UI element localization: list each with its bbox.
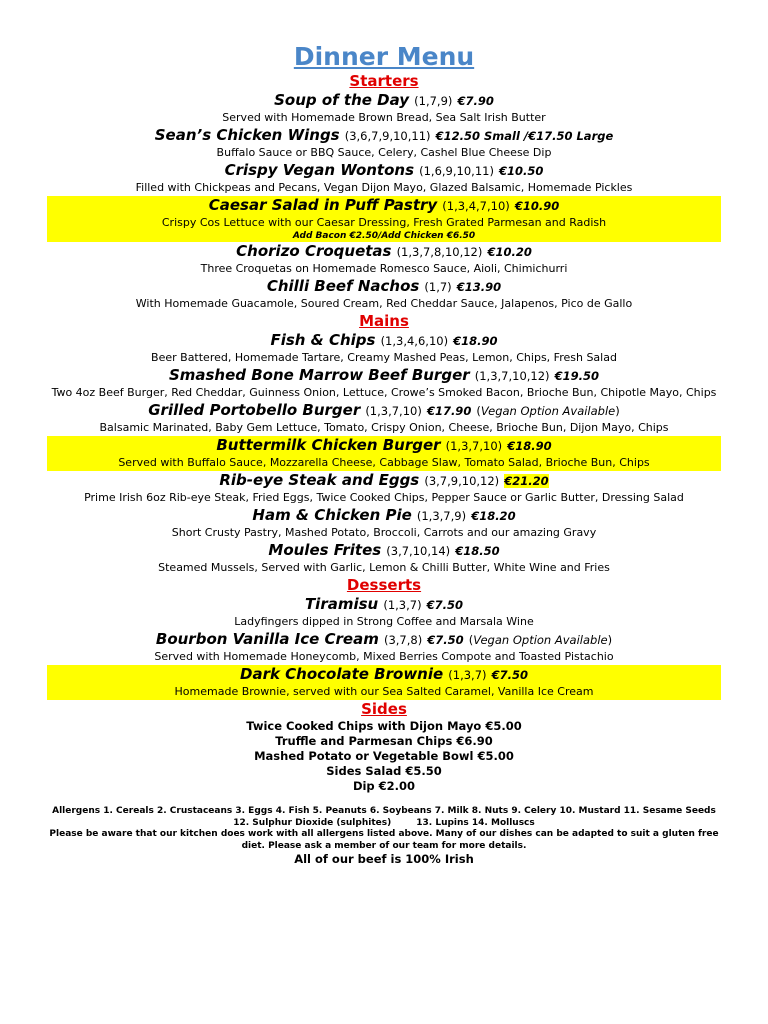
- item-name: Dark Chocolate Brownie: [240, 665, 444, 683]
- item-name: Grilled Portobello Burger: [148, 401, 361, 419]
- menu-item: [0, 541, 768, 576]
- item-name: Fish & Chips: [270, 331, 376, 349]
- item-description: Buffalo Sauce or BBQ Sauce, Celery, Cashel Blue Cheese Dip: [216, 146, 552, 159]
- menu-item: Grilled Portobello Burger (1,3,7,10) €17.90 (Vegan Option Available) Balsamic Marinated, Baby Gem Lettuce, Tomato, Crispy Onion, Cheese, Brioche Bun, Dijon Mayo, Chips: [0, 401, 768, 436]
- item-allergens: (3,7,10,14): [386, 544, 451, 558]
- menu-item: [0, 366, 768, 401]
- menu-item: [0, 242, 768, 277]
- item-allergens: (3,7,8): [383, 633, 423, 647]
- allergens-legend: Allergens 1. Cereals 2. Crustaceans 3. Eggs 4. Fish 5. Peanuts 6. Soybeans 7. Milk 8. Nuts 9. Celery 10. Mustard 11. Sesame Seeds: [52, 806, 716, 816]
- item-price: €18.20: [471, 509, 516, 523]
- item-name: Ham & Chicken Pie: [252, 506, 412, 524]
- item-description: Prime Irish 6oz Rib-eye Steak, Fried Eggs, Twice Cooked Chips, Pepper Sauce or Garlic Butter, Dressing Salad: [84, 491, 684, 504]
- item-allergens: (1,3,4,7,10): [442, 199, 510, 213]
- item-name: Buttermilk Chicken Burger: [216, 436, 441, 454]
- menu-item: [0, 506, 768, 541]
- item-price: €19.50: [554, 369, 600, 383]
- item-allergens: (3,7,9,10,12): [424, 474, 500, 488]
- item-price: €10.20: [487, 245, 532, 259]
- item-price: €7.90: [457, 94, 494, 108]
- item-price: €18.50: [455, 544, 500, 558]
- allergen-notice: Please be aware that our kitchen does work with all allergens listed above. Many of our dishes can be adapted to suit a gluten free diet. Please ask a member of our team for more details.: [49, 829, 719, 851]
- item-name: Tiramisu: [304, 595, 379, 613]
- menu-item-highlighted: [47, 196, 721, 242]
- section-heading-sides: Sides: [361, 700, 407, 718]
- item-name: Chilli Beef Nachos: [266, 277, 420, 295]
- menu-item-highlighted: [47, 436, 721, 471]
- item-allergens: (3,6,7,9,10,11): [344, 129, 431, 143]
- menu-item: [0, 126, 768, 161]
- item-vegan-option: Vegan Option Available: [480, 404, 616, 418]
- section-heading-desserts: Desserts: [346, 576, 422, 594]
- footer-notes: [0, 806, 768, 867]
- item-description: Balsamic Marinated, Baby Gem Lettuce, Tomato, Crispy Onion, Cheese, Brioche Bun, Dijon Mayo, Chips: [99, 421, 669, 434]
- item-description: Steamed Mussels, Served with Garlic, Lemon & Chilli Butter, White Wine and Fries: [158, 561, 610, 574]
- item-description: Ladyfingers dipped in Strong Coffee and Marsala Wine: [234, 615, 534, 628]
- item-vegan-option: Vegan Option Available: [473, 633, 608, 647]
- item-name: Chorizo Croquetas: [236, 242, 392, 260]
- item-price: €12.50 Small /€17.50 Large: [435, 129, 614, 143]
- beef-notice: All of our beef is 100% Irish: [294, 852, 474, 866]
- side-item: Truffle and Parmesan Chips €6.90: [275, 734, 493, 748]
- menu-item-highlighted: [47, 665, 721, 700]
- sides-list: [0, 719, 768, 794]
- item-price: €10.50: [499, 164, 544, 178]
- side-item: Mashed Potato or Vegetable Bowl €5.00: [254, 749, 514, 763]
- item-name: Crispy Vegan Wontons: [224, 161, 415, 179]
- item-name: Caesar Salad in Puff Pastry: [208, 196, 438, 214]
- item-allergens: (1,3,7,10): [365, 404, 422, 418]
- menu-item: [0, 277, 768, 312]
- menu-item: [0, 91, 768, 126]
- item-name: Bourbon Vanilla Ice Cream: [155, 630, 379, 648]
- item-name: Rib-eye Steak and Eggs: [219, 471, 420, 489]
- item-description: Two 4oz Beef Burger, Red Cheddar, Guinness Onion, Lettuce, Crowe’s Smoked Bacon, Brioche Bun, Chipotle Mayo, Chips: [51, 386, 717, 399]
- menu-item: [0, 161, 768, 196]
- menu-item: [0, 471, 768, 506]
- item-allergens: (1,3,7,9): [416, 509, 467, 523]
- item-name: Smashed Bone Marrow Beef Burger: [168, 366, 470, 384]
- item-price: €21.20: [504, 474, 549, 488]
- side-item: Sides Salad €5.50: [326, 764, 442, 778]
- side-item: Twice Cooked Chips with Dijon Mayo €5.00: [246, 719, 522, 733]
- item-name: Soup of the Day: [274, 91, 410, 109]
- item-description: Short Crusty Pastry, Mashed Potato, Broccoli, Carrots and our amazing Gravy: [171, 526, 597, 539]
- item-description: Served with Homemade Brown Bread, Sea Salt Irish Butter: [222, 111, 546, 124]
- page-title: Dinner Menu: [293, 42, 475, 71]
- item-allergens: (1,3,7): [448, 668, 487, 682]
- item-description: Homemade Brownie, served with our Sea Salted Caramel, Vanilla Ice Cream: [174, 685, 594, 698]
- item-price: €13.90: [456, 280, 502, 294]
- item-allergens: (1,3,7): [383, 598, 422, 612]
- item-price: €10.90: [514, 199, 560, 213]
- item-description: Served with Buffalo Sauce, Mozzarella Cheese, Cabbage Slaw, Tomato Salad, Brioche Bun, Chips: [118, 456, 650, 469]
- item-addon: Add Bacon €2.50/Add Chicken €6.50: [292, 231, 476, 241]
- item-allergens: (1,3,7,10): [445, 439, 503, 453]
- item-price: €7.50: [491, 668, 528, 682]
- section-heading-starters: Starters: [349, 72, 419, 90]
- item-price: €7.50: [426, 598, 464, 612]
- item-allergens: (1,3,7,10,12): [474, 369, 550, 383]
- menu-item: [0, 595, 768, 630]
- item-price: €7.50: [427, 633, 464, 647]
- item-allergens: (1,7,9): [414, 94, 453, 108]
- item-allergens: (1,7): [424, 280, 452, 294]
- item-price: €17.90: [426, 404, 472, 418]
- item-price: €18.90: [453, 334, 498, 348]
- item-description: Filled with Chickpeas and Pecans, Vegan Dijon Mayo, Glazed Balsamic, Homemade Pickles: [135, 181, 633, 194]
- allergens-legend-cont: 12. Sulphur Dioxide (sulphites) 13. Lupins 14. Molluscs: [233, 817, 535, 828]
- item-description: Three Croquetas on Homemade Romesco Sauce, Aioli, Chimichurri: [200, 262, 568, 275]
- item-description: With Homemade Guacamole, Soured Cream, Red Cheddar Sauce, Jalapenos, Pico de Gallo: [135, 297, 633, 310]
- item-allergens: (1,6,9,10,11): [419, 164, 494, 178]
- menu-item: Bourbon Vanilla Ice Cream (3,7,8) €7.50 (Vegan Option Available) Served with Homemade Honeycomb, Mixed Berries Compote and Toasted Pistachio: [0, 630, 768, 665]
- item-name: Sean’s Chicken Wings: [154, 126, 340, 144]
- item-name: Moules Frites: [268, 541, 382, 559]
- item-allergens: (1,3,4,6,10): [380, 334, 449, 348]
- item-price: €18.90: [507, 439, 552, 453]
- item-description: Beer Battered, Homemade Tartare, Creamy Mashed Peas, Lemon, Chips, Fresh Salad: [151, 351, 617, 364]
- item-description: Crispy Cos Lettuce with our Caesar Dressing, Fresh Grated Parmesan and Radish: [161, 216, 607, 229]
- side-item: Dip €2.00: [352, 779, 416, 793]
- item-allergens: (1,3,7,8,10,12): [396, 245, 483, 259]
- item-description: Served with Homemade Honeycomb, Mixed Berries Compote and Toasted Pistachio: [154, 650, 614, 663]
- section-heading-mains: Mains: [359, 312, 409, 330]
- menu-item: [0, 331, 768, 366]
